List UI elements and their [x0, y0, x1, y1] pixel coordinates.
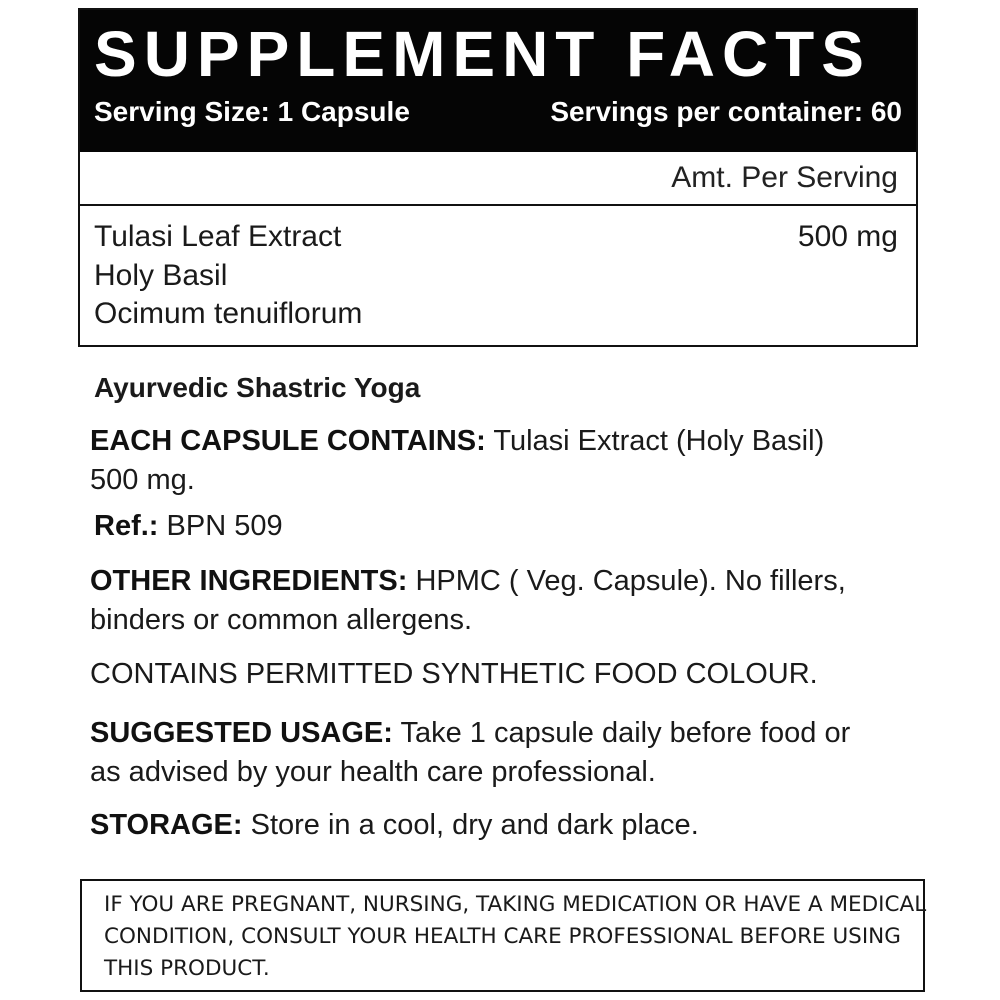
other-ingredients-label: OTHER INGREDIENTS: — [90, 565, 408, 597]
ingredient-name — [94, 218, 362, 334]
amount-header-row — [80, 152, 916, 206]
warning-box — [80, 879, 925, 992]
ingredient-amount: 500 mg — [797, 220, 898, 253]
ref-label: Ref.: — [94, 510, 159, 542]
other-ingredients-text: HPMC ( Veg. Capsule). No fillers, — [407, 565, 846, 597]
servings-per-container: Servings per container: 60 — [550, 96, 902, 127]
warning-line: IF YOU ARE PREGNANT, NURSING, TAKING MEDICATION OR HAVE A MEDICAL — [104, 892, 927, 917]
suggested-usage — [90, 714, 850, 792]
ingredient-line: Tulasi Leaf Extract — [94, 220, 342, 253]
facts-title: SUPPLEMENT FACTS — [94, 18, 871, 90]
each-capsule-label: EACH CAPSULE CONTAINS: — [90, 425, 486, 457]
storage-label: STORAGE: — [90, 809, 243, 841]
ingredient-line: Ocimum tenuiflorum — [94, 297, 363, 330]
warning-line: THIS PRODUCT. — [104, 956, 270, 981]
other-ingredients — [90, 562, 846, 640]
storage-text: Store in a cool, dry and dark place. — [242, 809, 699, 841]
reference — [94, 507, 283, 546]
warning-line: CONDITION, CONSULT YOUR HEALTH CARE PROFESSIONAL BEFORE USING — [104, 924, 901, 949]
yoga-title: Ayurvedic Shastric Yoga — [94, 372, 421, 403]
ref-text: BPN 509 — [158, 510, 283, 542]
suggested-usage-label: SUGGESTED USAGE: — [90, 717, 393, 749]
supplement-facts-panel — [78, 8, 918, 347]
suggested-usage-text: Take 1 capsule daily before food or — [392, 717, 851, 749]
each-capsule-contains — [90, 422, 824, 500]
other-ingredients-text: binders or common allergens. — [90, 604, 473, 636]
serving-size: Serving Size: 1 Capsule — [94, 96, 410, 127]
storage — [90, 806, 699, 845]
each-capsule-text: Tulasi Extract (Holy Basil) — [485, 425, 825, 457]
each-capsule-text: 500 mg. — [90, 464, 195, 496]
facts-header — [80, 10, 916, 152]
amount-per-serving-label: Amt. Per Serving — [671, 161, 898, 194]
colour-notice: CONTAINS PERMITTED SYNTHETIC FOOD COLOUR. — [90, 658, 818, 690]
suggested-usage-text: as advised by your health care professional. — [90, 756, 656, 788]
ingredient-line: Holy Basil — [94, 258, 228, 292]
